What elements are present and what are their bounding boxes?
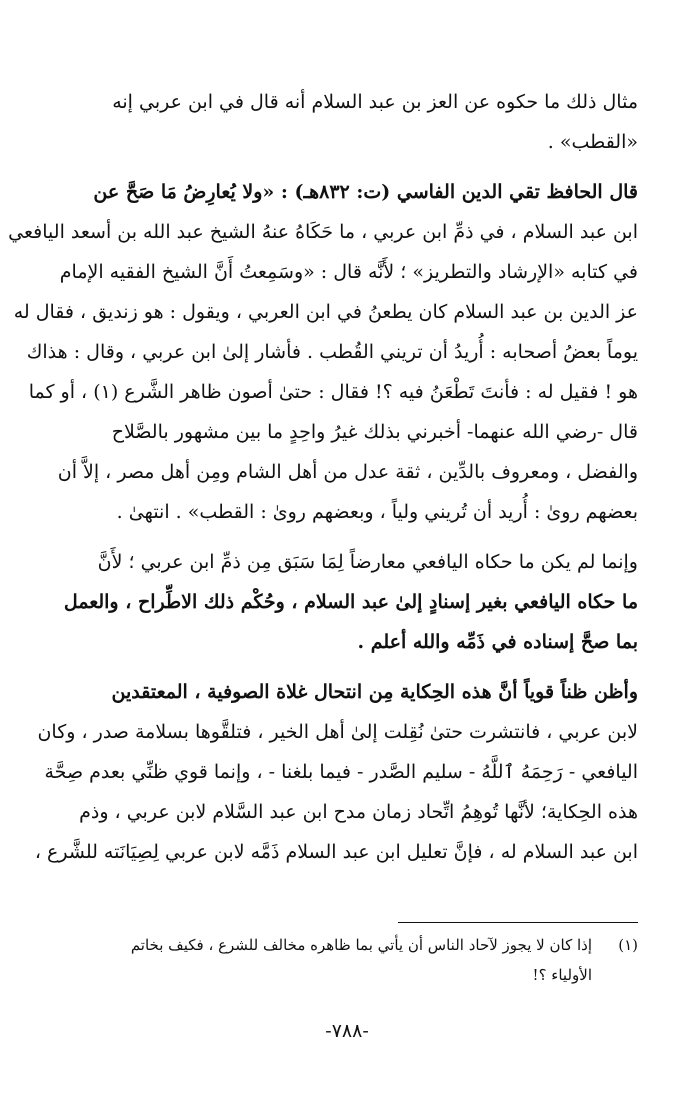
text-line: يوماً بعضُ أصحابه : أُريدُ أن تريني القُطب . فأشار إلىٰ ابن عربي ، وقال : هذاك: [26, 341, 638, 363]
footnote: [58, 930, 638, 990]
footnote-divider: [398, 922, 638, 923]
footnote-text: إذا كان لا يجوز لآحاد الناس أن يأتي بما ظاهره مخالف للشرع ، فكيف بخاتم: [130, 936, 592, 954]
main-text: [8, 82, 638, 872]
text-line: بعضهم روىٰ : أُريد أن تُريني ولياً ، وبعضهم روىٰ : القطب» . انتهىٰ .: [116, 501, 638, 523]
text-line: هذه الحِكاية؛ لأنَّها تُوهِمُ اتِّحاد زمان مدح ابن عبد السَّلام لابن عربي ، وذم: [79, 801, 638, 823]
text-line: «القطب» .: [547, 131, 638, 153]
footnote-line: الأولياء ؟!: [532, 966, 592, 984]
footnote-number: (١): [618, 936, 638, 954]
text-line: ما حكاه اليافعي بغير إسنادٍ إلىٰ عبد السلام ، وحُكْم ذلك الاطِّراح ، والعمل: [63, 591, 638, 613]
text-line: وإنما لم يكن ما حكاه اليافعي معارضاً لِمَا سَبَق مِن ذمِّ ابن عربي ؛ لأَنَّ: [97, 551, 638, 573]
text-line: مثال ذلك ما حكوه عن العز بن عبد السلام أنه قال في ابن عربي إنه: [112, 91, 638, 113]
text-line: قال -رضي الله عنهما- أخبرني بذلك غيرُ واحِدٍ ما بين مشهور بالصَّلاح: [111, 421, 638, 443]
footnote-line: [58, 930, 638, 960]
text-line: هو ! فقيل له : فأنتَ تَطْعَنُ فيه ؟! فقال : حتىٰ أصون ظاهر الشَّرع (١) ، أو كما: [28, 381, 638, 403]
text-line: والفضل ، ومعروف بالدِّين ، ثقة عدل من أهل الشام ومِن أهل مصر ، إلاَّ أن: [57, 461, 638, 483]
text-line: قال الحافظ تقي الدين الفاسي (ت: ٨٣٢هـ) : «ولا يُعارِضُ مَا صَحَّ عن: [93, 181, 638, 203]
text-line: بما صحَّ إسناده في ذَمِّه والله أعلم .: [357, 631, 638, 653]
text-line: لابن عربي ، فانتشرت حتىٰ نُقِلت إلىٰ أهل الخير ، فتلقَّوها بسلامة صدر ، وكان: [37, 721, 638, 743]
text-line: عز الدين بن عبد السلام كان يطعنُ في ابن العربي ، ويقول : هو زنديق ، فقال له: [13, 301, 638, 323]
page-number: -٧٨٨-: [325, 1020, 369, 1042]
text-line: اليافعي - رَحِمَهُ ٱللَّهُ - سليم الصَّدر - فيما بلغنا - ، وإنما قوي ظنِّي بعدم صِحَّة: [44, 761, 638, 783]
text-line: وأظن ظناً قوياً أنَّ هذه الحِكاية مِن انتحال غلاة الصوفية ، المعتقدين: [111, 681, 638, 703]
text-line: ابن عبد السلام له ، فإنَّ تعليل ابن عبد السلام ذَمَّه لابن عربي لِصِيَانَته للشَّرع ،: [34, 841, 638, 863]
text-line: ابن عبد السلام ، في ذمِّ ابن عربي ، ما حَكَاهُ عنهُ الشيخ عبد الله بن أسعد اليافعي: [8, 221, 638, 243]
text-line: في كتابه «الإرشاد والتطريز» ؛ لأَنَّه قال : «وسَمِعتُ أَنَّ الشيخ الفقيه الإمام: [59, 261, 638, 283]
